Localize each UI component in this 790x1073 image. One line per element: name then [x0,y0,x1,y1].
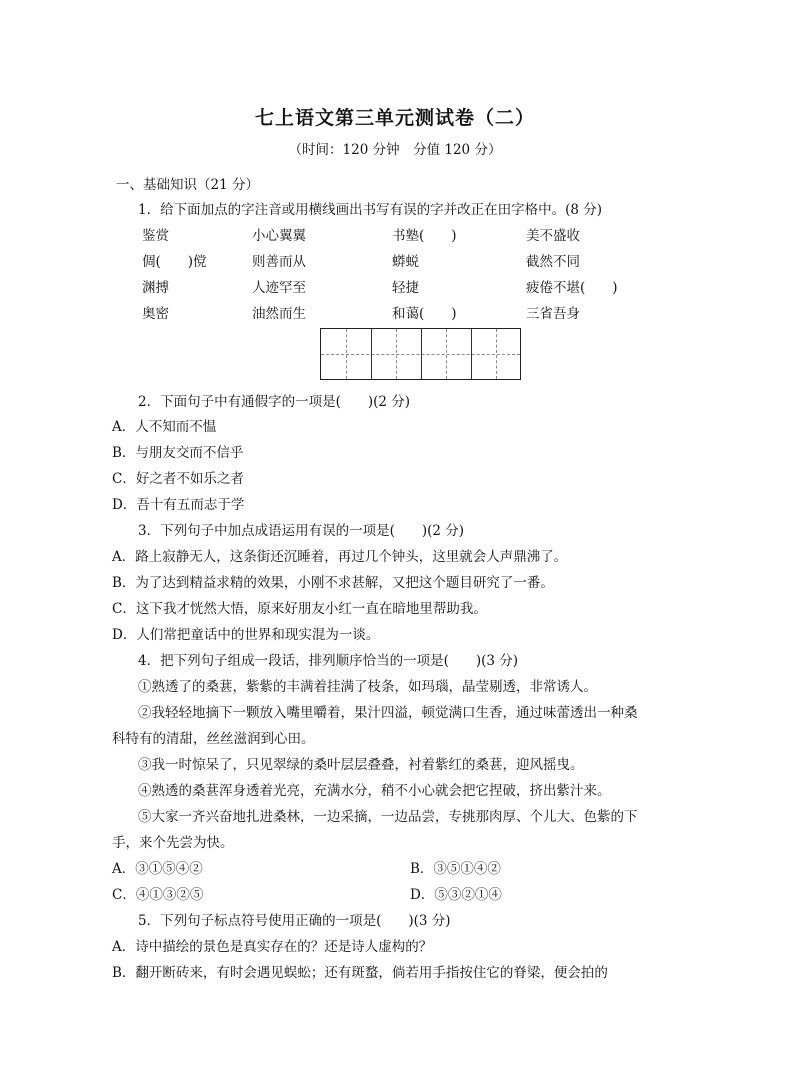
word-item: 人迹罕至 [252,280,306,296]
word-item: 小心翼翼 [252,228,306,244]
sentence-item: 科特有的清甜，丝丝滋润到心田。 [112,731,315,747]
grid-divider [421,329,422,379]
word-item: 蟒蜕 [392,254,419,270]
option-item: B．翻开断砖来，有时会遇见蜈蚣；还有斑蝥，倘若用手指按住它的脊梁，便会拍的 [112,965,608,981]
option-item: C．④①③②⑤ [112,887,204,903]
question-2-stem: 2．下面句子中有通假字的一项是( )(2 分) [138,394,411,410]
grid-guide [396,329,397,379]
word-item: 奥密 [142,306,169,322]
option-item: B．③⑤①④② [410,861,501,877]
question-4-stem: 4．把下列句子组成一段话，排列顺序恰当的一项是( )(3 分) [138,653,519,669]
grid-guide [496,329,497,379]
question-5-stem: 5．下列句子标点符号使用正确的一项是( )(3 分) [138,913,451,929]
word-item: 轻捷 [392,280,419,296]
page-title: 七上语文第三单元测试卷（二） [254,107,535,129]
word-item: 渊搏 [142,280,169,296]
option-item: A．③①⑤④② [112,861,203,877]
section-heading: 一、基础知识（21 分） [116,177,259,193]
tianzige-grid[interactable] [320,328,521,380]
option-item: C．好之者不如乐之者 [112,471,244,487]
sentence-item: ①熟透了的桑葚，紫紫的丰满着挂满了枝条，如玛瑙，晶莹剔透，非常诱人。 [138,679,597,695]
word-item: 则善而从 [252,254,306,270]
option-item: A．诗中描绘的景色是真实存在的？还是诗人虚构的？ [112,939,433,955]
word-item: 油然而生 [252,306,306,322]
option-item: B．为了达到精益求精的效果，小刚不求甚解，又把这个题目研究了一番。 [112,575,554,591]
word-item: 书塾( ) [392,228,457,244]
option-item: D．⑤③②①④ [410,887,502,903]
option-item: A．路上寂静无人，这条街还沉睡着，再过几个钟头，这里就会人声鼎沸了。 [112,549,568,565]
word-item: 三省吾身 [526,306,580,322]
option-item: D．人们常把童话中的世界和现实混为一谈。 [112,627,380,643]
sentence-item: ④熟透的桑葚浑身透着光亮，充满水分，稍不小心就会把它捏破，挤出紫汁来。 [138,783,611,799]
word-item: 和蔼( ) [392,306,457,322]
option-item: B．与朋友交而不信乎 [112,445,244,461]
question-3-stem: 3．下列句子中加点成语运用有误的一项是( )(2 分) [138,523,465,539]
option-item: D．吾十有五而志于学 [112,497,245,513]
word-item: 截然不同 [526,254,580,270]
word-item: 鉴赏 [142,228,169,244]
sentence-item: ③我一时惊呆了，只见翠绿的桑叶层层叠叠，衬着紫红的桑葚，迎风摇曳。 [138,757,584,773]
page-subtitle: （时间：120 分钟 分值 120 分） [288,142,502,158]
word-item: 美不盛收 [526,228,580,244]
question-1-stem: 1．给下面加点的字注音或用横线画出书写有误的字并改正在田字格中。(8 分) [138,202,603,218]
grid-guide [346,329,347,379]
sentence-item: ⑤大家一齐兴奋地扎进桑林，一边采摘，一边品尝，专挑那肉厚、个儿大、色紫的下 [138,809,638,825]
grid-divider [471,329,472,379]
option-item: C．这下我才恍然大悟，原来好朋友小红一直在暗地里帮助我。 [112,601,487,617]
grid-guide [446,329,447,379]
grid-divider [371,329,372,379]
sentence-item: ②我轻轻地摘下一颗放入嘴里嚼着，果汁四溢，顿觉满口生香，通过味蕾透出一种桑 [138,705,638,721]
word-item: 倜( )傥 [142,254,207,270]
sentence-item: 手，来个先尝为快。 [112,835,234,851]
word-item: 疲倦不堪( ) [526,280,618,296]
option-item: A．人不知而不愠 [112,419,217,435]
